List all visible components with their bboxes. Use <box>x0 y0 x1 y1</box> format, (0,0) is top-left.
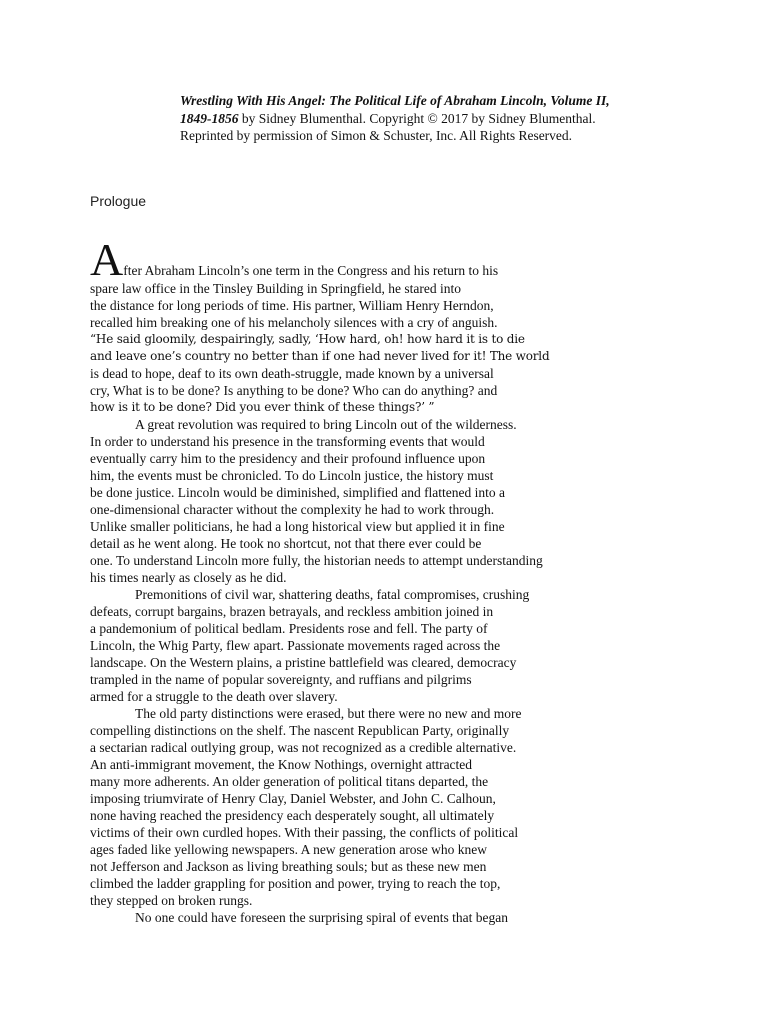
text-line: landscape. On the Western plains, a pristine battlefield was cleared, democracy <box>90 655 517 670</box>
text-line: many more adherents. An older generation of political titans departed, the <box>90 774 489 789</box>
text-line: cry, What is to be done? Is anything to be done? Who can do anything? and <box>90 383 498 398</box>
text-line: one. To understand Lincoln more fully, the historian needs to attempt understanding <box>90 553 543 568</box>
citation-credits: by Sidney Blumenthal. Copyright © 2017 by Sidney Blumenthal. Reprinted by permission of Simon & Schuster, Inc. All Rights Reserved. <box>180 110 596 143</box>
text-line: In order to understand his presence in the transforming events that would <box>90 434 485 449</box>
book-title: Wrestling With His Angel: The Political Life of Abraham Lincoln, Volume II, 1849-1856 <box>180 93 610 126</box>
text-line: they stepped on broken rungs. <box>90 893 253 908</box>
text-line: An anti-immigrant movement, the Know Nothings, overnight attracted <box>90 757 473 772</box>
text-line: a pandemonium of political bedlam. Presidents rose and fell. The party of <box>90 621 488 636</box>
text-line: trampled in the name of popular sovereignty, and ruffians and pilgrims <box>90 672 472 687</box>
text-line: imposing triumvirate of Henry Clay, Daniel Webster, and John C. Calhoun, <box>90 791 496 806</box>
section-heading: Prologue <box>90 193 147 209</box>
body-text <box>90 234 590 926</box>
text-line: him, the events must be chronicled. To do Lincoln justice, the history must <box>90 468 494 483</box>
quote-line: how is it to be done? Did you ever think of these things?’ ” <box>90 400 435 414</box>
paragraph-start-line: Premonitions of civil war, shattering deaths, fatal compromises, crushing <box>135 587 530 602</box>
drop-cap: A <box>90 234 124 285</box>
text-line: spare law office in the Tinsley Building in Springfield, he stared into <box>90 281 461 296</box>
text-line: victims of their own curdled hopes. With their passing, the conflicts of political <box>90 825 519 840</box>
paragraph-start-line: No one could have foreseen the surprising spiral of events that began <box>135 910 509 925</box>
text-line: be done justice. Lincoln would be diminished, simplified and flattened into a <box>90 485 506 500</box>
text-line: recalled him breaking one of his melancholy silences with a cry of anguish. <box>90 315 498 330</box>
text-line: not Jefferson and Jackson as living breathing souls; but as these new men <box>90 859 487 874</box>
paragraph-start-line: The old party distinctions were erased, but there were no new and more <box>135 706 522 721</box>
text-line: ages faded like yellowing newspapers. A new generation arose who knew <box>90 842 488 857</box>
text-line: a sectarian radical outlying group, was not recognized as a credible alternative. <box>90 740 517 755</box>
paragraph-start-line: A great revolution was required to bring Lincoln out of the wilderness. <box>135 417 517 432</box>
text-line: After Abraham Lincoln’s one term in the Congress and his return to his <box>90 234 499 285</box>
text-line: the distance for long periods of time. His partner, William Henry Herndon, <box>90 298 494 313</box>
citation-block <box>180 92 620 145</box>
text-line: none having reached the presidency each desperately sought, all ultimately <box>90 808 495 823</box>
text-line: is dead to hope, deaf to its own death-struggle, made known by a universal <box>90 366 494 381</box>
text-line: detail as he went along. He took no shortcut, not that there ever could be <box>90 536 482 551</box>
text-line: Unlike smaller politicians, he had a long historical view but applied it in fine <box>90 519 505 534</box>
text-line: defeats, corrupt bargains, brazen betrayals, and reckless ambition joined in <box>90 604 494 619</box>
text-line: armed for a struggle to the death over slavery. <box>90 689 338 704</box>
quote-line: “He said gloomily, despairingly, sadly, ‘How hard, oh! how hard it is to die <box>90 332 525 346</box>
text-line: climbed the ladder grappling for position and power, trying to reach the top, <box>90 876 501 891</box>
quote-line: and leave one’s country no better than if one had never lived for it! The world <box>90 349 550 363</box>
text-line: compelling distinctions on the shelf. The nascent Republican Party, originally <box>90 723 510 738</box>
text-line: his times nearly as closely as he did. <box>90 570 287 585</box>
text-line: Lincoln, the Whig Party, flew apart. Passionate movements raged across the <box>90 638 501 653</box>
text-line: eventually carry him to the presidency and their profound influence upon <box>90 451 486 466</box>
text-line: one-dimensional character without the complexity he had to work through. <box>90 502 495 517</box>
